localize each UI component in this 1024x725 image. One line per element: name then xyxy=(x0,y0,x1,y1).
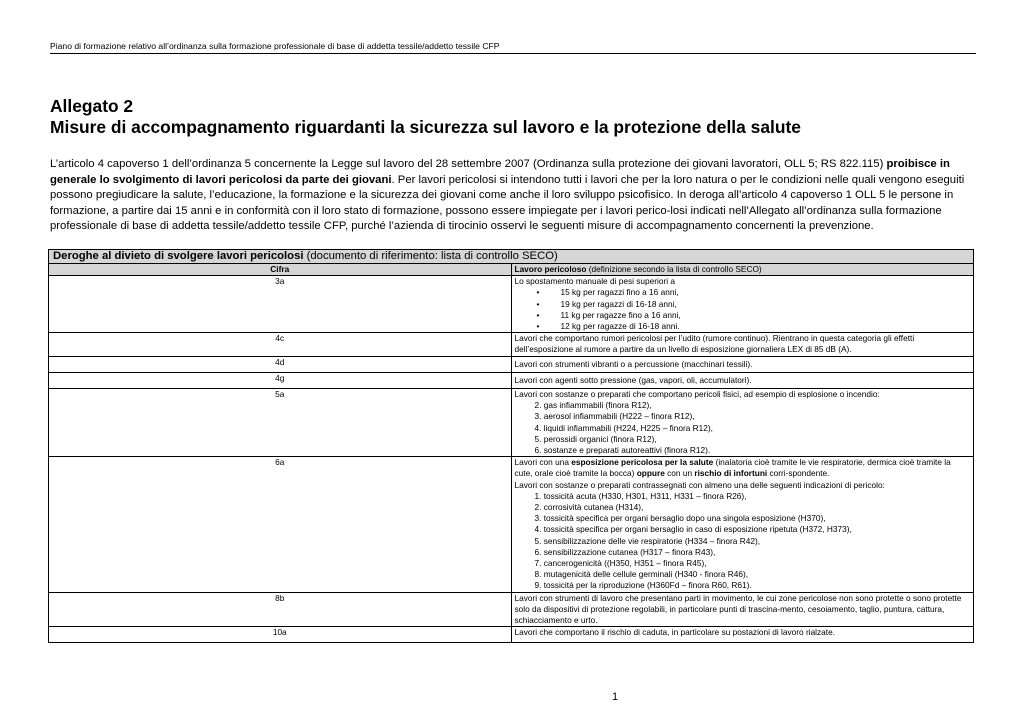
row-text-bold: oppure xyxy=(636,468,665,479)
row-text-bold: esposizione pericolosa per la salute xyxy=(571,457,714,468)
row-code-4c: 4c xyxy=(49,333,512,356)
row-desc-4d: Lavori con strumenti vibranti o a percussione (macchinari tessili). xyxy=(511,356,974,372)
table-heading-row xyxy=(49,250,974,264)
list-item: 4. tossicità specifica per organi bersaglio in caso di esposizione ripetuta (H372, H373), xyxy=(534,524,852,535)
row-code-6a: 6a xyxy=(49,457,512,592)
dangerous-work-table xyxy=(48,249,974,643)
list-item: 9. tossicità per la riproduzione (H360Fd – finora R60, R61). xyxy=(534,580,752,591)
intro-paragraph xyxy=(50,157,978,235)
list-item: 8. mutagenicità delle cellule germinali (H340 - finora R46), xyxy=(534,569,749,580)
row-code-3a: 3a xyxy=(49,276,512,333)
row-code-4d: 4d xyxy=(49,356,512,372)
column-header-lavoro-rest: (definizione secondo la lista di controllo SECO) xyxy=(586,264,762,274)
table-row xyxy=(49,356,974,372)
row-text-part: con un xyxy=(664,468,695,479)
table-row xyxy=(49,389,974,457)
page-title xyxy=(50,96,801,138)
row-code-5a: 5a xyxy=(49,389,512,457)
table-row xyxy=(49,627,974,642)
intro-bold: proibisce in generale lo svolgimento di lavori pericolosi da parte dei giovani xyxy=(50,158,950,186)
list-item: 2. gas infiammabili (finora R12), xyxy=(534,400,652,411)
row-code-10a: 10a xyxy=(49,627,512,642)
page-header: Piano di formazione relativo all’ordinanza sulla formazione professionale di base di addetta tessile/addetto tessile CFP xyxy=(50,41,976,54)
column-header-lavoro-bold: Lavoro pericoloso xyxy=(514,264,587,274)
row-code-8b: 8b xyxy=(49,592,512,627)
column-header-lavoro xyxy=(511,264,974,276)
title-line-2: Misure di accompagnamento riguardanti la sicurezza sul lavoro e la protezione della salute xyxy=(50,117,801,137)
table-row xyxy=(49,276,974,333)
column-header-cifra: Cifra xyxy=(49,264,512,276)
list-item: • 12 kg per ragazze di 16-18 anni. xyxy=(537,321,971,332)
table-row xyxy=(49,457,974,592)
row-desc-10a: Lavori che comportano il rischio di caduta, in particolare su postazioni di lavoro rialzate. xyxy=(511,627,974,642)
table-row xyxy=(49,592,974,627)
list-item: 5. sensibilizzazione delle vie respiratorie (H334 – finora R42), xyxy=(534,535,761,546)
list-item: 7. cancerogenicità ((H350, H351 – finora R45), xyxy=(534,558,707,569)
list-item: 4. liquidi infiammabili (H224, H225 – finora R12), xyxy=(534,422,713,433)
row-text-2: Lavori con sostanze o preparati contrassegnati con almeno una delle seguenti indicazioni di pericolo: xyxy=(514,479,885,490)
intro-text-1: L’articolo 4 capoverso 1 dell’ordinanza 5 concernente la Legge sul lavoro del 28 settembre 2007 (Ordinanza sulla protezione dei giovani lavoratori, OLL 5; RS 822.115) xyxy=(50,158,887,170)
row-text: Lavori con sostanze o preparati che comportano pericoli fisici, ad esempio di esplosione o incendio: xyxy=(514,389,880,400)
table-row xyxy=(49,372,974,388)
row-text xyxy=(515,457,971,479)
table-heading-bold: Deroghe al divieto di svolgere lavori pericolosi xyxy=(53,250,304,262)
list-item: • 19 kg per ragazzi di 16-18 anni, xyxy=(537,299,971,310)
table-heading xyxy=(49,250,974,264)
row-text-part: Lavori con una xyxy=(514,457,572,468)
row-code-4g: 4g xyxy=(49,372,512,388)
list-item: 3. aerosol infiammabili (H222 – finora R12), xyxy=(534,411,695,422)
list-item: 6. sensibilizzazione cutanea (H317 – finora R43), xyxy=(534,546,716,557)
list-item: • 15 kg per ragazzi fino a 16 anni, xyxy=(537,287,971,298)
table-column-header-row xyxy=(49,264,974,276)
hazard-list xyxy=(515,491,971,592)
list-item: 1. tossicità acuta (H330, H301, H311, H331 – finora R26), xyxy=(534,490,747,501)
row-text-part: corri-spondente. xyxy=(767,468,830,479)
weight-list xyxy=(515,287,971,332)
intro-text-2: . Per lavori pericolosi si intendono tutti i lavori che per la loro natura o per le condizioni nelle quali vengono eseguiti possono pregiudicare la salute, l’educazione, la formazione e la sicurezza dei giovani come anche il loro sviluppo psicofisico. In deroga all’articolo 4 capoverso 1 OLL 5 le persone in formazione, a partire dai 15 anni e in conformità con il loro stato di formazione, possono essere impiegate per i lavori perico-losi indicati nell’Allegato all’ordinanza sulla formazione professionale di base di addetta tessile/addetto tessile CFP, purché l’azienda di tirocinio osservi le seguenti misure di accompagnamento concernenti la prevenzione. xyxy=(50,173,965,232)
list-item: 5. perossidi organici (finora R12), xyxy=(534,433,657,444)
hazard-list xyxy=(515,400,971,456)
row-text-part: (inalatoria cioè tramite le vie respiratorie, dermica cioè tramite la cute, orale cioè tramite la bocca) xyxy=(514,457,951,479)
list-item: 6. sostanze e preparati autoreattivi (finora R12). xyxy=(534,445,711,456)
row-text: Lo spostamento manuale di pesi superiori a xyxy=(514,276,676,287)
title-line-1: Allegato 2 xyxy=(50,96,134,116)
row-desc-3a xyxy=(511,276,974,333)
row-desc-4c: Lavori che comportano rumori pericolosi per l’udito (rumore continuo). Rientrano in questa categoria gli effetti dell’esposizione al rumore a partire da un livello di esposizione giornaliera LEX di 85 dB (A). xyxy=(511,333,974,356)
row-desc-8b: Lavori con strumenti di lavoro che presentano parti in movimento, le cui zone pericolose non sono protette o sono protette solo da dispositivi di protezione regolabili, in particolare punti di trascina-mento, cesoiamento, taglio, puntura, cattura, schiacciamento e urto. xyxy=(511,592,974,627)
list-item: • 11 kg per ragazze fino a 16 anni, xyxy=(537,310,971,321)
row-desc-6a xyxy=(511,457,974,592)
table-row xyxy=(49,333,974,356)
list-item: 3. tossicità specifica per organi bersaglio dopo una singola esposizione (H370), xyxy=(534,513,826,524)
row-text-bold: rischio di infortuni xyxy=(694,468,768,479)
row-desc-5a xyxy=(511,389,974,457)
page-number: 1 xyxy=(612,691,619,703)
row-desc-4g: Lavori con agenti sotto pressione (gas, vapori, oli, accumulatori). xyxy=(511,372,974,388)
list-item: 2. corrosività cutanea (H314), xyxy=(534,502,644,513)
table-heading-rest: (documento di riferimento: lista di controllo SECO) xyxy=(303,250,558,262)
